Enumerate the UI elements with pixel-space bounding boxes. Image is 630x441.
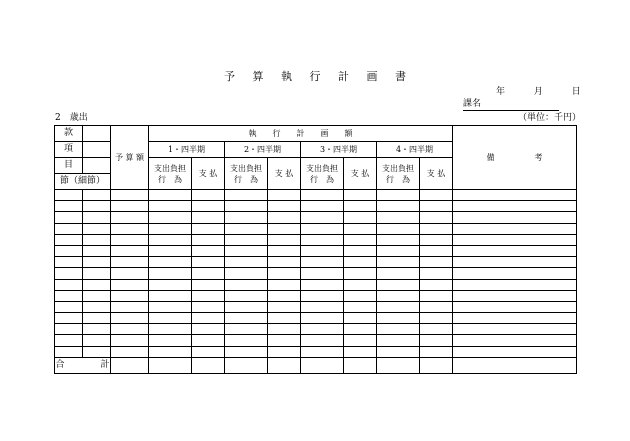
table-cell[interactable] [301,268,344,279]
total-cell[interactable] [192,357,225,373]
table-cell[interactable] [453,290,577,301]
table-cell[interactable] [111,290,149,301]
unit-label: （単位：千円） [518,113,582,123]
q1-expense-header: 支出負担 行 為 [149,158,192,190]
table-cell[interactable] [377,245,420,256]
date-month: 月 [533,87,543,97]
table-cell[interactable] [420,346,453,357]
table-cell[interactable] [453,335,577,346]
table-cell[interactable] [420,212,453,223]
table-cell[interactable] [420,324,453,335]
table-cell[interactable] [344,313,377,324]
table-cell[interactable] [111,313,149,324]
table-cell[interactable] [420,257,453,268]
table-cell[interactable] [268,245,301,256]
table-cell[interactable] [377,346,420,357]
date-day: 日 [571,87,581,97]
table-cell[interactable] [225,257,268,268]
table-cell[interactable] [149,212,192,223]
table-cell[interactable] [377,234,420,245]
table-cell[interactable] [192,234,225,245]
q3-expense-header: 支出負担 行 為 [301,158,344,190]
table-row [55,223,577,234]
table-cell[interactable] [301,201,344,212]
table-cell[interactable] [377,335,420,346]
cell-kan-value[interactable] [83,126,111,142]
budget-plan-table [54,125,577,374]
title-char: 画 [366,70,378,83]
table-cell[interactable] [301,190,344,201]
table-cell[interactable] [149,201,192,212]
table-cell[interactable] [149,190,192,201]
table-cell[interactable] [420,190,453,201]
plan-amount-header: 執 行 計 画 額 [149,126,453,142]
table-cell[interactable] [420,313,453,324]
table-cell[interactable] [453,279,577,290]
total-cell[interactable] [111,357,149,373]
table-cell[interactable] [225,301,268,312]
title-char: 計 [338,70,349,83]
table-cell[interactable] [301,245,344,256]
table-body [55,190,577,358]
table-cell[interactable] [377,257,420,268]
table-cell[interactable] [344,335,377,346]
table-cell[interactable] [225,212,268,223]
date-line [496,84,581,97]
table-cell[interactable] [225,313,268,324]
table-cell[interactable] [111,234,149,245]
table-cell[interactable] [453,190,577,201]
table-cell[interactable] [377,290,420,301]
table-cell[interactable] [149,346,192,357]
table-cell[interactable] [344,212,377,223]
date-year: 年 [496,87,506,97]
table-cell[interactable] [192,324,225,335]
table-cell[interactable] [83,313,111,324]
table-cell[interactable] [377,190,420,201]
table-row [55,212,577,223]
table-cell[interactable] [377,223,420,234]
table-cell[interactable] [83,279,111,290]
table-cell[interactable] [192,223,225,234]
table-cell[interactable] [83,190,111,201]
table-cell[interactable] [192,346,225,357]
table-cell[interactable] [344,257,377,268]
table-row [55,268,577,279]
table-cell[interactable] [225,346,268,357]
table-cell[interactable] [268,190,301,201]
table-cell[interactable] [268,301,301,312]
table-cell[interactable] [225,268,268,279]
table-cell[interactable] [55,301,83,312]
table-cell[interactable] [192,190,225,201]
table-cell[interactable] [420,301,453,312]
row-label-moku: 目 [55,158,83,174]
table-cell[interactable] [453,301,577,312]
table-cell[interactable] [111,346,149,357]
table-cell[interactable] [192,212,225,223]
table-cell[interactable] [377,212,420,223]
table-cell[interactable] [453,234,577,245]
table-cell[interactable] [344,324,377,335]
q4-expense-header: 支出負担 行 為 [377,158,420,190]
table-cell[interactable] [225,234,268,245]
total-label: 合 計 [55,357,111,373]
budget-amount-header: 予 算 額 [111,126,149,190]
table-row [55,290,577,301]
table-row [55,245,577,256]
table-row [55,346,577,357]
table-cell[interactable] [268,268,301,279]
table-cell[interactable] [55,257,83,268]
table-cell[interactable] [225,324,268,335]
table-cell[interactable] [111,268,149,279]
table-cell[interactable] [453,201,577,212]
table-row [55,234,577,245]
table-cell[interactable] [225,201,268,212]
title-char: 書 [395,70,406,83]
table-cell[interactable] [83,234,111,245]
table-cell[interactable] [453,346,577,357]
table-cell[interactable] [83,290,111,301]
table-cell[interactable] [149,324,192,335]
table-cell[interactable] [344,301,377,312]
total-cell[interactable] [420,357,453,373]
table-cell[interactable] [344,290,377,301]
table-cell[interactable] [268,290,301,301]
table-cell[interactable] [225,290,268,301]
table-cell[interactable] [344,346,377,357]
remarks-header: 備 考 [453,126,577,190]
table-cell[interactable] [83,346,111,357]
title-char: 行 [309,70,321,83]
table-cell[interactable] [55,279,83,290]
table-cell[interactable] [301,223,344,234]
table-cell[interactable] [301,212,344,223]
table-cell[interactable] [268,234,301,245]
table-cell[interactable] [149,290,192,301]
table-cell[interactable] [111,324,149,335]
table-cell[interactable] [192,335,225,346]
table-cell[interactable] [377,324,420,335]
table-cell[interactable] [55,324,83,335]
table-cell[interactable] [301,335,344,346]
table-cell[interactable] [83,212,111,223]
table-cell[interactable] [377,201,420,212]
title-char: 算 [252,70,264,83]
table-cell[interactable] [55,190,83,201]
table-cell[interactable] [149,257,192,268]
table-cell[interactable] [225,245,268,256]
table-cell[interactable] [453,257,577,268]
table-cell[interactable] [301,257,344,268]
table-row [55,279,577,290]
q2-payment-header: 支 払 [268,158,301,190]
table-cell[interactable] [83,301,111,312]
q1-payment-header: 支 払 [192,158,225,190]
table-cell[interactable] [268,335,301,346]
table-row [55,313,577,324]
table-cell[interactable] [453,245,577,256]
table-cell[interactable] [268,257,301,268]
title-char: 執 [281,70,292,83]
table-cell[interactable] [420,290,453,301]
table-cell[interactable] [83,201,111,212]
table-cell[interactable] [111,279,149,290]
table-cell[interactable] [268,223,301,234]
table-cell[interactable] [111,301,149,312]
document-title [0,68,630,84]
table-cell[interactable] [344,223,377,234]
title-char: 予 [224,70,235,83]
table-cell[interactable] [149,223,192,234]
table-cell[interactable] [453,223,577,234]
table-cell[interactable] [225,335,268,346]
table-cell[interactable] [55,212,83,223]
table-cell[interactable] [55,335,83,346]
table-cell[interactable] [111,223,149,234]
table-cell[interactable] [268,313,301,324]
table-cell[interactable] [453,313,577,324]
table-cell[interactable] [192,268,225,279]
table-cell[interactable] [111,201,149,212]
table-cell[interactable] [301,279,344,290]
q2-expense-header: 支出負担 行 為 [225,158,268,190]
quarter-1-header: 1・四半期 [149,142,225,158]
table-cell[interactable] [301,324,344,335]
total-cell[interactable] [301,357,344,373]
quarter-3-header: 3・四半期 [301,142,377,158]
table-cell[interactable] [377,279,420,290]
table-cell[interactable] [192,257,225,268]
table-cell[interactable] [301,301,344,312]
table-cell[interactable] [344,245,377,256]
table-row [55,301,577,312]
table-cell[interactable] [268,324,301,335]
section-label: 2 歳出 [55,113,88,123]
table-cell[interactable] [344,279,377,290]
table-cell[interactable] [83,245,111,256]
table-cell[interactable] [192,245,225,256]
table-cell[interactable] [149,245,192,256]
table-cell[interactable] [301,290,344,301]
table-cell[interactable] [111,335,149,346]
table-row [55,190,577,201]
table-cell[interactable] [149,313,192,324]
cell-moku-value[interactable] [83,158,111,174]
table-cell[interactable] [55,245,83,256]
table-cell[interactable] [420,223,453,234]
table-cell[interactable] [55,346,83,357]
table-cell[interactable] [192,279,225,290]
table-cell[interactable] [420,279,453,290]
table-cell[interactable] [83,335,111,346]
table-cell[interactable] [55,201,83,212]
table-cell[interactable] [420,268,453,279]
table-cell[interactable] [377,268,420,279]
table-cell[interactable] [420,201,453,212]
table-cell[interactable] [301,234,344,245]
table-cell[interactable] [192,201,225,212]
table-cell[interactable] [420,245,453,256]
total-cell[interactable] [149,357,192,373]
table-row [55,201,577,212]
quarter-4-header: 4・四半期 [377,142,453,158]
table-cell[interactable] [377,313,420,324]
q4-payment-header: 支 払 [420,158,453,190]
table-cell[interactable] [268,279,301,290]
table-row [55,324,577,335]
table-row [55,335,577,346]
table-cell[interactable] [420,234,453,245]
row-label-kou: 項 [55,142,83,158]
table-cell[interactable] [111,190,149,201]
table-cell[interactable] [149,335,192,346]
table-cell[interactable] [55,290,83,301]
table-cell[interactable] [225,190,268,201]
total-cell[interactable] [344,357,377,373]
table-cell[interactable] [111,212,149,223]
quarter-2-header: 2・四半期 [225,142,301,158]
table-cell[interactable] [83,324,111,335]
table-cell[interactable] [225,279,268,290]
dept-field[interactable]: 課名 [463,98,559,111]
table-cell[interactable] [192,290,225,301]
table-cell[interactable] [453,212,577,223]
table-cell[interactable] [83,223,111,234]
row-label-kan: 款 [55,126,83,142]
q3-payment-header: 支 払 [344,158,377,190]
table-cell[interactable] [344,190,377,201]
table-cell[interactable] [55,234,83,245]
table-cell[interactable] [55,313,83,324]
table-cell[interactable] [55,268,83,279]
table-row [55,257,577,268]
table-cell[interactable] [268,346,301,357]
table-cell[interactable] [83,268,111,279]
table-cell[interactable] [55,223,83,234]
table-cell[interactable] [344,201,377,212]
table-cell[interactable] [149,268,192,279]
table-cell[interactable] [301,346,344,357]
table-cell[interactable] [344,268,377,279]
total-cell[interactable] [268,357,301,373]
table-cell[interactable] [377,301,420,312]
table-cell[interactable] [149,301,192,312]
table-cell[interactable] [192,313,225,324]
total-cell[interactable] [453,357,577,373]
table-cell[interactable] [268,212,301,223]
row-label-setsu: 節（細節） [55,174,111,190]
table-cell[interactable] [111,245,149,256]
total-cell[interactable] [225,357,268,373]
table-cell[interactable] [268,201,301,212]
table-cell[interactable] [301,313,344,324]
table-cell[interactable] [149,234,192,245]
table-cell[interactable] [83,257,111,268]
table-cell[interactable] [420,335,453,346]
table-cell[interactable] [149,279,192,290]
table-cell[interactable] [192,301,225,312]
table-cell[interactable] [225,223,268,234]
table-cell[interactable] [453,324,577,335]
table-cell[interactable] [453,268,577,279]
cell-kou-value[interactable] [83,142,111,158]
total-cell[interactable] [377,357,420,373]
table-cell[interactable] [111,257,149,268]
table-cell[interactable] [344,234,377,245]
